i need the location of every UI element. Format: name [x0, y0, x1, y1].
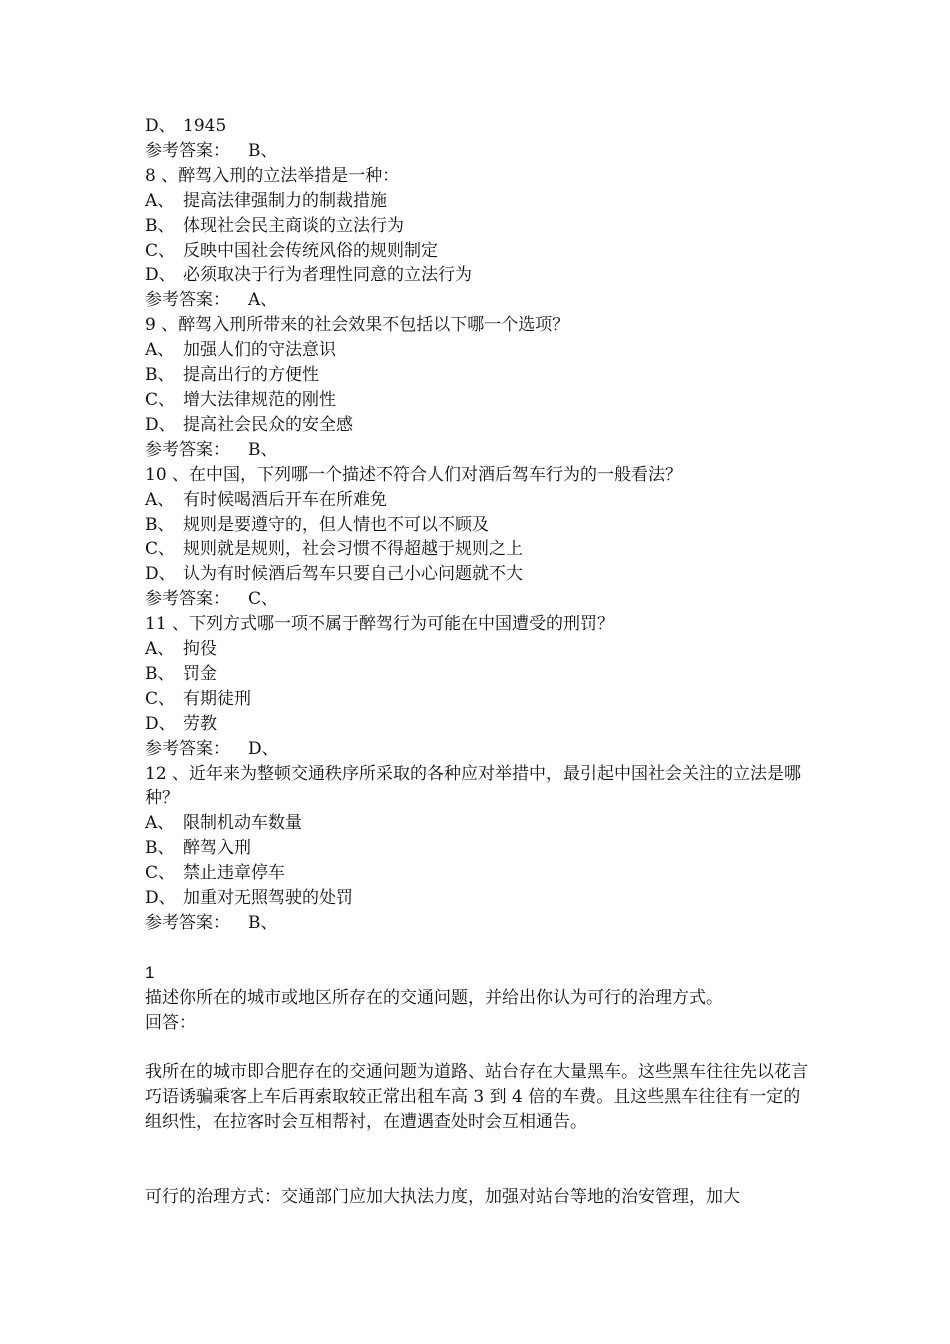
option-key: D、: [145, 414, 176, 435]
essay-number: 1: [145, 962, 155, 982]
option-a: [145, 811, 815, 836]
option-a: [145, 637, 815, 662]
answer-value: B、: [248, 140, 278, 161]
option-key: D、: [145, 116, 176, 136]
answer-value: B、: [248, 439, 278, 460]
answer-label: 参考答案：: [145, 913, 230, 933]
option-text: 有时候喝酒后开车在所难免: [183, 489, 387, 510]
option-key: B、: [145, 663, 175, 684]
option-text: 体现社会民主商谈的立法行为: [183, 215, 404, 236]
option-text: 规则就是规则，社会习惯不得超越于规则之上: [183, 539, 523, 560]
option-b: [145, 513, 815, 538]
option-d: [145, 712, 815, 737]
spacer: [145, 936, 815, 961]
option-key: C、: [145, 389, 176, 410]
answer-value: B、: [248, 913, 278, 933]
option-d: [145, 263, 815, 288]
question-stem: 11 、下列方式哪一项不属于醉驾行为可能在中国遭受的刑罚？: [145, 614, 615, 635]
answer-label: 参考答案：: [145, 140, 230, 161]
answer-label: 参考答案：: [145, 290, 230, 311]
reference-answer: [145, 139, 815, 164]
option-text: 拘役: [183, 639, 217, 660]
option-a: [145, 488, 815, 513]
option-text: 加强人们的守法意识: [183, 340, 336, 361]
option-key: B、: [145, 365, 175, 386]
option-b: [145, 836, 815, 861]
option-c: [145, 239, 815, 264]
essay-paragraph-1: 我所在的城市即合肥存在的交通问题为道路、站台存在大量黑车。这些黑车往往先以花言巧语诱骗乘客上车后再索取较正常出租车高 3 到 4 倍的车费。且这些黑车往往有一定的组织性，在拉客时会互相帮衬，在遭遇查处时会互相通告。: [145, 1062, 808, 1133]
reference-answer: [145, 911, 815, 936]
option-text: 必须取决于行为者理性同意的立法行为: [183, 265, 472, 286]
option-text: 增大法律规范的刚性: [183, 389, 336, 410]
answer-value: C、: [248, 589, 279, 610]
option-key: C、: [145, 863, 176, 884]
spacer: [145, 1135, 815, 1185]
option-d: [145, 562, 815, 587]
essay-prompt: 描述你所在的城市或地区所存在的交通问题，并给出你认为可行的治理方式。: [145, 987, 723, 1008]
option-key: C、: [145, 688, 176, 709]
reference-answer: [145, 438, 815, 463]
option-key: B、: [145, 838, 175, 859]
reference-answer: [145, 587, 815, 612]
option-text: 罚金: [183, 663, 217, 684]
option-text: 加重对无照驾驶的处罚: [183, 888, 353, 909]
reference-answer: [145, 288, 815, 313]
answer-label: 参考答案：: [145, 589, 230, 610]
option-text: 规则是要遵守的，但人情也不可以不顾及: [183, 514, 489, 535]
answer-label: 参考答案：: [145, 738, 230, 759]
question-stem: 9 、醉驾入刑所带来的社会效果不包括以下哪一个选项？: [145, 315, 570, 336]
option-b: [145, 363, 815, 388]
reference-answer: [145, 737, 815, 762]
option-key: A、: [145, 639, 175, 660]
question-stem: 10 、在中国，下列哪一个描述不符合人们对酒后驾车行为的一般看法？: [145, 464, 683, 485]
document-content: [145, 114, 815, 1210]
option-b: [145, 214, 815, 239]
essay-paragraph-2: 可行的治理方式：交通部门应加大执法力度，加强对站台等地的治安管理，加大: [145, 1186, 740, 1207]
option-key: B、: [145, 514, 175, 535]
option-text: 禁止违章停车: [183, 863, 285, 884]
option-text: 劳教: [183, 713, 217, 734]
option-d: [145, 886, 815, 911]
option-key: A、: [145, 813, 175, 834]
option-key: C、: [145, 539, 176, 560]
option-text: 认为有时候酒后驾车只要自己小心问题就不大: [183, 564, 523, 585]
option-text: 醉驾入刑: [183, 838, 251, 859]
option-c: [145, 687, 815, 712]
answer-value: A、: [248, 290, 278, 311]
option-key: C、: [145, 240, 176, 261]
option-text: 1945: [183, 116, 227, 136]
option-d: [145, 413, 815, 438]
option-key: D、: [145, 265, 176, 286]
option-key: D、: [145, 888, 176, 909]
option-text: 提高法律强制力的制裁措施: [183, 190, 387, 211]
option-b: [145, 662, 815, 687]
option-key: A、: [145, 340, 175, 361]
answer-value: D、: [248, 738, 279, 759]
essay-answer-label: 回答：: [145, 1012, 196, 1033]
answer-label: 参考答案：: [145, 439, 230, 460]
option-text: 反映中国社会传统风俗的规则制定: [183, 240, 438, 261]
option-text: 提高社会民众的安全感: [183, 414, 353, 435]
option-key: B、: [145, 215, 175, 236]
option-a: [145, 189, 815, 214]
option-c: [145, 537, 815, 562]
question-stem: 8 、醉驾入刑的立法举措是一种：: [145, 165, 400, 186]
option-d: [145, 114, 815, 139]
option-text: 有期徒刑: [183, 688, 251, 709]
option-key: A、: [145, 489, 175, 510]
option-key: A、: [145, 190, 175, 211]
option-text: 限制机动车数量: [183, 813, 302, 834]
option-key: D、: [145, 564, 176, 585]
question-stem: 12 、近年来为整顿交通秩序所采取的各种应对举措中，最引起中国社会关注的立法是哪种？: [145, 763, 802, 809]
option-c: [145, 861, 815, 886]
option-text: 提高出行的方便性: [183, 365, 319, 386]
spacer: [145, 1036, 815, 1061]
option-c: [145, 388, 815, 413]
option-a: [145, 338, 815, 363]
option-key: D、: [145, 713, 176, 734]
